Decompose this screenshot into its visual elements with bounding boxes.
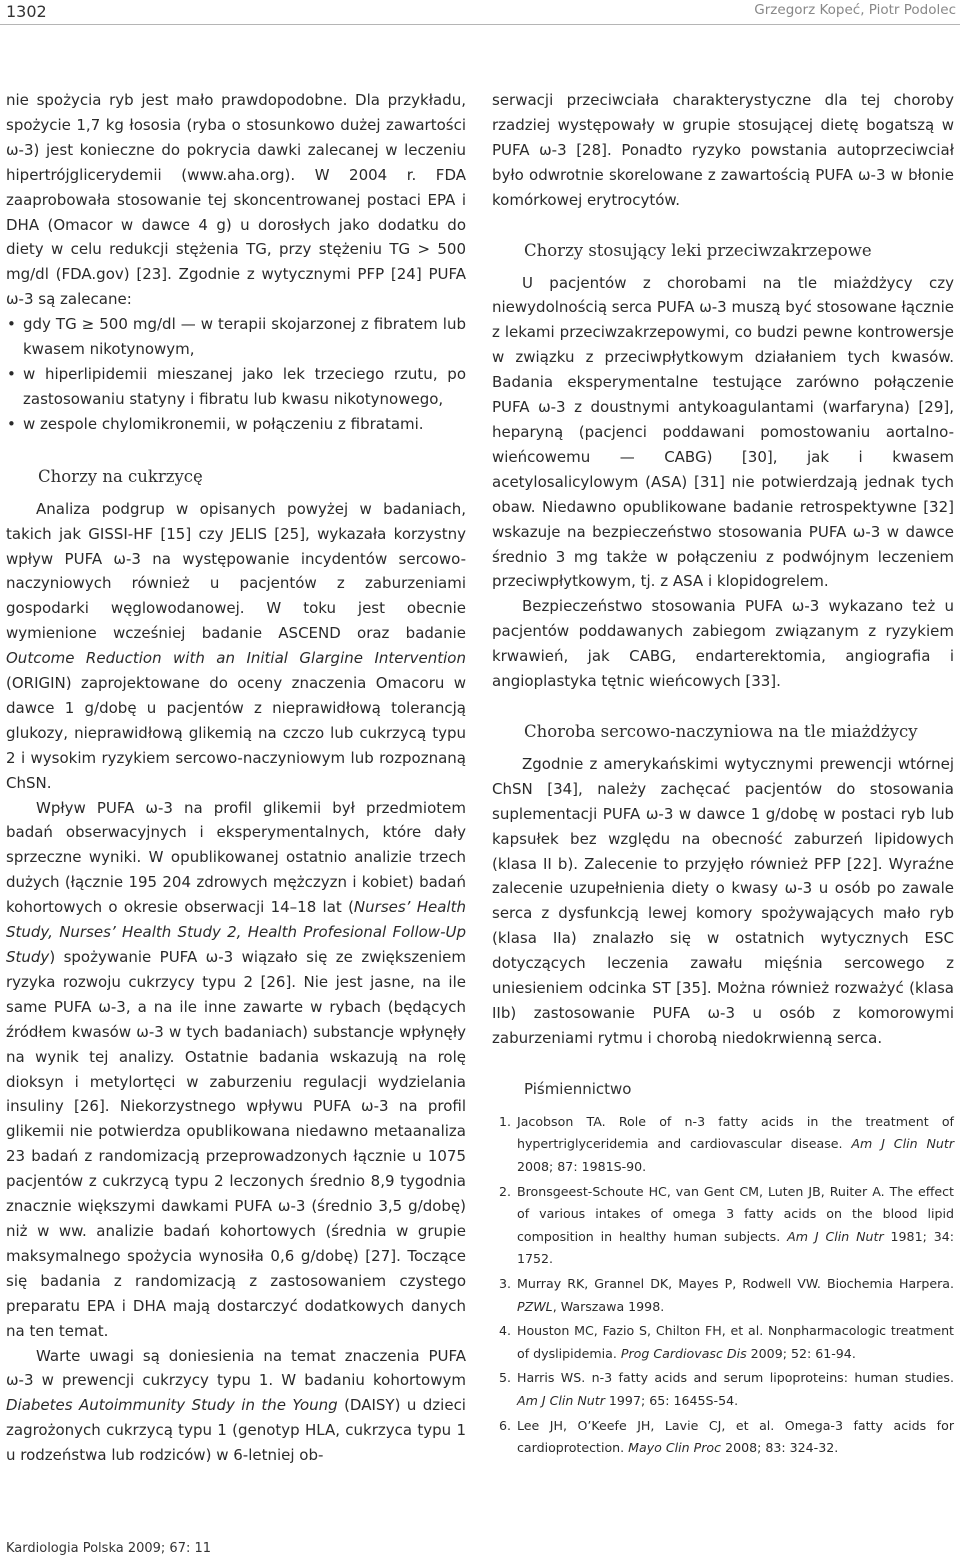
page-header	[0, 0, 960, 34]
paragraph: U pacjentów z chorobami na tle miażdżycy czy niewydolnością serca PUFA ω-3 muszą być stosowane łącznie z lekami przeciwzakrzepowymi, co budzi pewne kontrowersje w związku z przeciwpłytkowym działaniem tych kwasów. Badania eksperymentalne testujące zarówno połączenie PUFA ω-3 z doustnymi antykoagulantami (warfaryna) [29], heparyną (pacjenci poddawani pomostowaniu aortalno-wieńcowemu — CABG) [30], jak i kwasem acetylosalicylowym (ASA) [31] nie potwierdzają jednak tych obaw. Niedawno opublikowane badanie retrospektywne [32] wskazuje na bezpieczeństwo stosowania PUFA ω-3 w dawce średnio 3 mg także w połączeniu z podwójnym leczeniem przeciwpłytkowym, tj. z ASA i klopidogrelem.	[492, 273, 954, 591]
reference-text: Houston MC, Fazio S, Chilton FH, et al. Nonpharmacologic treatment of dyslipidemia. Prog Cardiovasc Dis 2009; 52: 61-94.	[517, 1323, 954, 1361]
section-heading: Chorzy na cukrzycę	[38, 466, 203, 486]
reference-item	[492, 1320, 954, 1365]
reference-item	[492, 1181, 954, 1271]
reference-number: 3.	[499, 1275, 512, 1291]
reference-number: 1.	[499, 1113, 512, 1129]
reference-item	[492, 1415, 954, 1460]
reference-number: 2.	[499, 1183, 512, 1199]
reference-number: 6.	[499, 1417, 512, 1433]
reference-text: Jacobson TA. Role of n-3 fatty acids in the treatment of hypertriglyceridemia and cardiovascular disease. Am J Clin Nutr 2008; 87: 1981S-90.	[517, 1113, 954, 1174]
right-column	[492, 88, 954, 1462]
paragraph: nie spożycia ryb jest mało prawdopodobne. Dla przykładu, spożycie 1,7 kg łososia (ryba o stosunkowo dużej zawartości ω-3) jest konieczne do pokrycia dawki zalecanej w leczeniu hipertrójglicerydemii (www.aha.org). W 2004 r. FDA zaaprobowała stosowanie tej skoncentrowanej postaci EPA i DHA (Omacor w dawce 4 g) u dorosłych jako dodatku do diety w celu redukcji stężenia TG, przy stężeniu TG > 500 mg/dl (FDA.gov) [23]. Zgodnie z wytycznymi PFP [24] PUFA ω-3 są zalecane:	[6, 91, 466, 309]
paragraph: Zgodnie z amerykańskimi wytycznymi prewencji wtórnej ChSN [34], należy zachęcać pacjentów do stosowania suplementacji PUFA ω-3 w dawce 1 g/dobę w postaci ryb lub kapsułek bez względu na obecność zaburzeń lipidowych (klasa II b). Zalecenie to przyjęło również PFP [22]. Wyraźne zalecenie uzupełnienia diety o kwasy ω-3 u osób po zawale serca z dysfunkcją lewej komory spożywających mało ryb (klasa IIa) znalazło się w ostatnich wytycznych ESC dotyczących leczenia zawału mięśnia sercowego z uniesieniem odcinka ST [35]. Można również rozważyć (klasa IIb) zastosowanie PUFA ω-3 u osób z komorowymi zaburzeniami rytmu i chorobą niedokrwienną serca.	[492, 754, 954, 1047]
list-item: • w zespole chylomikronemii, w połączeniu z fibratami.	[6, 412, 466, 437]
reference-number: 4.	[499, 1323, 512, 1339]
list-item: • gdy TG ≥ 500 mg/dl — w terapii skojarzonej z fibratem lub kwasem nikotynowym,	[6, 312, 466, 362]
section-heading: Choroba sercowo-naczyniowa na tle miażdżycy	[524, 721, 918, 741]
header-rule	[0, 24, 960, 25]
reference-item	[492, 1367, 954, 1412]
reference-text: Murray RK, Grannel DK, Mayes P, Rodwell VW. Biochemia Harpera. PZWL, Warszawa 1998.	[517, 1275, 954, 1314]
page-number: 1302	[6, 2, 47, 21]
list-item: • w hiperlipidemii mieszanej jako lek trzeciego rzutu, po zastosowaniu statyny i fibratu lub kwasu nikotynowego,	[6, 362, 466, 412]
paragraph: Bezpieczeństwo stosowania PUFA ω-3 wykazano też u pacjentów poddawanych zabiegom związanym z ryzykiem krwawień, jak CABG, endarterektomia, angiografia i angioplastyka tętnic wieńcowych [33].	[492, 597, 954, 691]
paragraph: serwacji przeciwciała charakterystyczne dla tej choroby rzadziej występowały w grupie stosującej dietę bogatszą w PUFA ω-3 [28]. Ponadto ryzyko powstania autoprzeciwciał było odwrotnie skorelowane z zawartością PUFA ω-3 w błonie komórkowej erytrocytów.	[492, 91, 954, 209]
left-column	[6, 88, 466, 1468]
reference-text: Bronsgeest-Schoute HC, van Gent CM, Luten JB, Ruiter A. The effect of various intakes of omega 3 fatty acids on the blood lipid composition in healthy human subjects. Am J Clin Nutr 1981; 34: 1752.	[517, 1183, 954, 1267]
section-heading: Chorzy stosujący leki przeciwzakrzepowe	[524, 240, 872, 260]
reference-item	[492, 1273, 954, 1318]
reference-text: Harris WS. n-3 fatty acids and serum lipoproteins: human studies. Am J Clin Nutr 1997; 65: 1645S-54.	[517, 1370, 954, 1408]
reference-text: Lee JH, O’Keefe JH, Lavie CJ, et al. Omega-3 fatty acids for cardioprotection. Mayo Clin Proc 2008; 83: 324-32.	[517, 1417, 954, 1456]
journal-footer: Kardiologia Polska 2009; 67: 11	[6, 1541, 212, 1556]
reference-number: 5.	[499, 1370, 512, 1386]
reference-item	[492, 1111, 954, 1179]
running-head-authors: Grzegorz Kopeć, Piotr Podolec	[754, 2, 956, 18]
paragraph: Warte uwagi są doniesienia na temat znaczenia PUFA ω-3 w prewencji cukrzycy typu 1. W badaniu kohortowym Diabetes Autoimmunity Study in the Young (DAISY) u dzieci zagrożonych cukrzycą typu 1 (genotyp HLA, cukrzyca typu 1 u rodzeństwa lub rodziców) w 6-letniej ob-	[6, 1346, 466, 1465]
paragraph: Analiza podgrup w opisanych powyżej w badaniach, takich jak GISSI-HF [15] czy JELIS [25], wykazała korzystny wpływ PUFA ω-3 na występowanie incydentów sercowo-naczyniowych również u pacjentów z zaburzeniami gospodarki węglowodanowej. W toku jest obecnie wymienione wcześniej badanie ASCEND oraz badanie Outcome Reduction with an Initial Glargine Intervention (ORIGIN) zaprojektowane do oceny znaczenia Omacoru w dawce 1 g/dobę u pacjentów z nieprawidłową tolerancją glukozy, nieprawidłową glikemią na czczo lub cukrzycą typu 2 i wysokim ryzykiem sercowo-naczyniowym lub rozpoznaną ChSN.	[6, 499, 466, 792]
reference-list	[492, 1111, 954, 1460]
recommendation-list	[6, 312, 466, 437]
references-heading: Piśmiennictwo	[524, 1079, 632, 1098]
paragraph: Wpływ PUFA ω-3 na profil glikemii był przedmiotem badań obserwacyjnych i eksperymentalnych, które dały sprzeczne wyniki. W opublikowanej ostatnio analizie trzech dużych (łącznie 195 204 zdrowych mężczyzn i kobiet) badań kohortowych o okresie obserwacji 14–18 lat (Nurses’ Health Study, Nurses’ Health Study 2, Health Profesional Follow-Up Study) spożywanie PUFA ω-3 wiązało się ze zwiększeniem ryzyka rozwoju cukrzycy typu 2 [26]. Nie jest jasne, na ile same PUFA ω-3, a na ile inne zawarte w rybach (będących źródłem kwasów ω-3 w tych badaniach) substancje wpłynęły na wynik tej analizy. Ostatnie badania wskazują na rolę dioksyn i metylortęci w zaburzeniu regulacji wydzielania insuliny [26]. Niekorzystnego wpływu PUFA ω-3 na profil glikemii nie potwierdza opublikowana niedawno metaanaliza 23 badań z randomizacją przeprowadzonych łącznie u 1075 pacjentów z cukrzycą typu 2 leczonych średnio 8,9 tygodnia znacznie większymi dawkami PUFA ω-3 (średnio 3,5 g/dobę) niż w ww. analizie badań kohortowych (średnia w grupie maksymalnego spożycia wynosiła 0,6 g/dobę) [27]. Toczące się badania z randomizacją z zastosowaniem czystego preparatu EPA i DHA mają dostarczyć dodatkowych danych na ten temat.	[6, 798, 466, 1340]
